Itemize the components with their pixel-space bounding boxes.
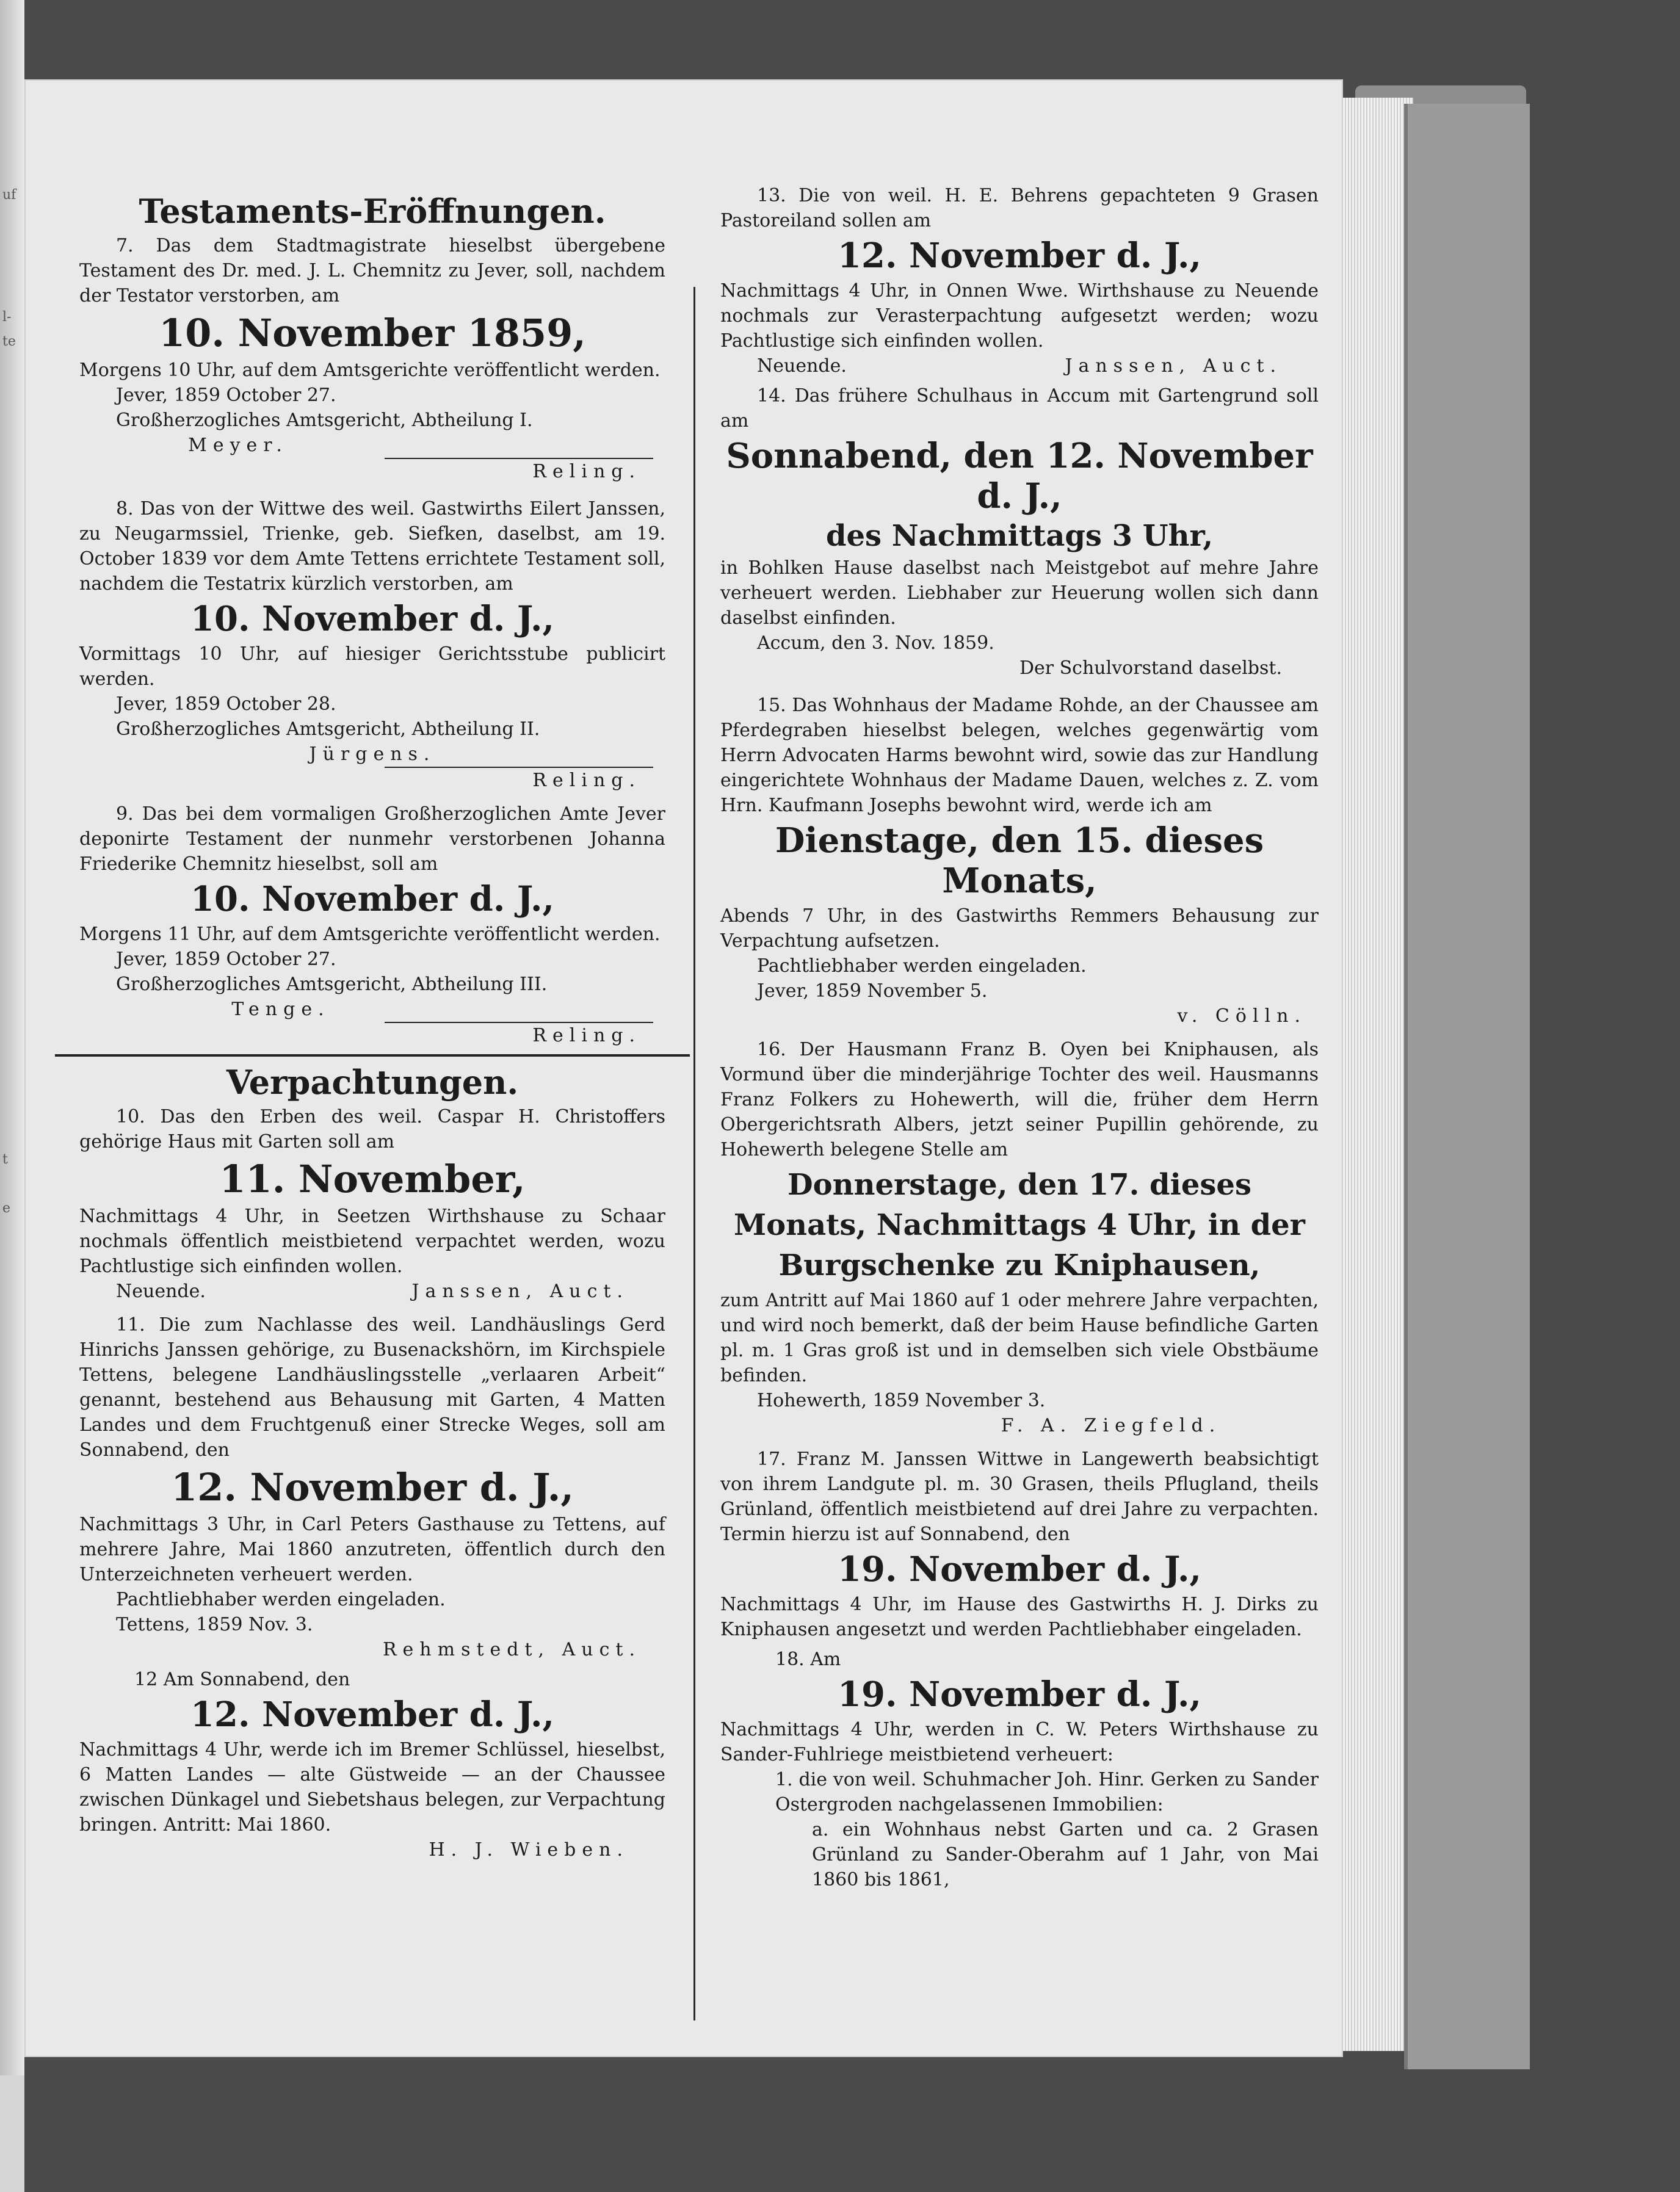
notice-10-loc: Neuende.: [116, 1281, 206, 1302]
notice-16-signer: F. A. Ziegfeld.: [1001, 1415, 1222, 1436]
notice-14-signer: Der Schulvorstand daselbst.: [1019, 657, 1282, 679]
notice-9-text: 9. Das bei dem vormaligen Großherzoglichen Amte Jever deponirte Testament der nunmehr verstorbenen Johanna Friederike Chemnitz hieselbst, soll am: [79, 803, 665, 875]
column-rule: [693, 287, 695, 2020]
notice-15-place: Jever, 1859 November 5.: [757, 980, 988, 1002]
notice-8-text: 8. Das von der Wittwe des weil. Gastwirths Eilert Janssen, zu Neugarmssiel, Trienke, geb. Siefken, daselbst, am 19. October 1839 vor dem Amte Tettens errichtete Testament soll, nachdem die Testatrix kürzlich verstorben, am: [79, 498, 665, 595]
notice-13-text: 13. Die von weil. H. E. Behrens gepachteten 9 Grasen Pastoreiland sollen am: [720, 185, 1319, 231]
notice-12-date: 12. November d. J.,: [190, 1695, 554, 1735]
notice-14-text: 14. Das frühere Schulhaus in Accum mit Gartengrund soll am: [720, 385, 1319, 432]
notice-8-clerk: Reling.: [532, 770, 641, 791]
section-divider: [55, 1054, 690, 1057]
notice-14-time: des Nachmittags 3 Uhr,: [825, 519, 1214, 553]
notice-18-text: 18. Am: [775, 1649, 841, 1670]
notice-9-place: Jever, 1859 October 27.: [116, 949, 336, 970]
notice-10-text: 10. Das den Erben des weil. Caspar H. Christoffers gehörige Haus mit Garten soll am: [79, 1106, 665, 1152]
notice-7-signer: Meyer.: [188, 435, 288, 456]
notice-18-item-1: 1. die von weil. Schuhmacher Joh. Hinr. Gerken zu Sander Ostergroden nachgelassenen Immobilien:: [775, 1769, 1319, 1815]
notice-10-signer: Janssen, Auct.: [411, 1281, 629, 1302]
fragment: t: [2, 1152, 8, 1167]
notice-16-date: Donnerstage, den 17. dieses Monats, Nachmittags 4 Uhr, in der Burgschenke zu Kniphausen,: [734, 1168, 1305, 1282]
page-edges: [1340, 98, 1413, 2051]
notice-12-body: Nachmittags 4 Uhr, werde ich im Bremer Schlüssel, hieselbst, 6 Matten Landes — alte Güstweide — an der Chaussee zwischen Dünkagel und Siebetshaus belegen, zur Verpachtung bringen. Antritt: Mai 1860.: [79, 1739, 665, 1836]
notice-18-body: Nachmittags 4 Uhr, werden in C. W. Peters Wirthshause zu Sander-Fuhlriege meistbietend verheuert:: [720, 1719, 1319, 1765]
notice-13-loc: Neuende.: [757, 355, 847, 377]
notice-11-signer: Rehmstedt, Auct.: [382, 1639, 641, 1660]
notice-17-body: Nachmittags 4 Uhr, im Hause des Gastwirths H. J. Dirks zu Kniphausen angesetzt und werden Pachtliebhaber eingeladen.: [720, 1594, 1319, 1640]
notice-15-date: Dienstage, den 15. dieses Monats,: [775, 820, 1264, 901]
notice-18-date: 19. November d. J.,: [838, 1674, 1201, 1715]
notice-13-footer: [720, 353, 1319, 378]
notice-7-date: 10. November 1859,: [159, 311, 586, 355]
notice-8-date: 10. November d. J.,: [190, 599, 554, 639]
notice-7-body: Morgens 10 Uhr, auf dem Amtsgerichte veröffentlicht werden.: [79, 360, 661, 381]
fragment: uf: [2, 187, 16, 203]
notice-7-court: Großherzogliches Amtsgericht, Abtheilung I.: [116, 410, 533, 431]
notice-9-court: Großherzogliches Amtsgericht, Abtheilung III.: [116, 974, 548, 995]
notice-18-item-1a: a. ein Wohnhaus nebst Garten und ca. 2 Grasen Grünland zu Sander-Oberahm auf 1 Jahr, von Mai 1860 bis 1861,: [812, 1819, 1319, 1890]
notice-11-text: 11. Die zum Nachlasse des weil. Landhäuslings Gerd Hinrichs Janssen gehörige, zu Busenackshörn, im Kirchspiele Tettens, belegene Landhäuslingsstelle „verlaaren Arbeit“ genannt, bestehend aus Behausung mit Garten, 4 Matten Landes und dem Fruchtgenuß einer Strecke Weges, soll am Sonnabend, den: [79, 1314, 665, 1461]
section-title-testaments: Testaments-Eröffnungen.: [139, 192, 606, 231]
notice-10-footer: [79, 1279, 665, 1304]
notice-12-signer: H. J. Wieben.: [429, 1839, 629, 1861]
notice-9-signer: Tenge.: [231, 999, 330, 1020]
notice-12-text: 12 Am Sonnabend, den: [134, 1669, 350, 1690]
notice-16-body: zum Antritt auf Mai 1860 auf 1 oder mehrere Jahre verpachten, und wird noch bemerkt, daß der beim Hause befindliche Garten pl. m. 1 Gras groß ist und in demselben sich viele Obstbäume befinden.: [720, 1290, 1319, 1386]
notice-7-clerk: Reling.: [532, 461, 641, 482]
book-cover: [1404, 104, 1530, 2069]
notice-15-invite: Pachtliebhaber werden eingeladen.: [757, 955, 1087, 977]
notice-16-place: Hohewerth, 1859 November 3.: [757, 1390, 1046, 1411]
notice-10-body: Nachmittags 4 Uhr, in Seetzen Wirthshause zu Schaar nochmals öffentlich meistbietend verpachtet werden, wozu Pachtlustige sich einfinden wollen.: [79, 1206, 665, 1277]
fragment: e: [2, 1201, 11, 1216]
notice-7-place: Jever, 1859 October 27.: [116, 385, 336, 406]
notice-15-text: 15. Das Wohnhaus der Madame Rohde, an der Chaussee am Pferdegraben hieselbst belegen, welches gegenwärtig vom Herrn Advocaten Harms bewohnt wird, sowie das zur Handlung eingerichtete Wohnhaus der Madame Dauen, welches z. Z. vom Hrn. Kaufmann Josephs bewohnt wird, werde ich am: [720, 695, 1319, 816]
notice-11-invite: Pachtliebhaber werden eingeladen.: [116, 1589, 446, 1610]
previous-page-fragments: [2, 183, 20, 1221]
notice-15-body: Abends 7 Uhr, in des Gastwirths Remmers Behausung zur Verpachtung aufsetzen.: [720, 905, 1319, 952]
notice-13-body: Nachmittags 4 Uhr, in Onnen Wwe. Wirthshause zu Neuende nochmals zur Verasterpachtung aufgesetzt werden; wozu Pachtlustige sich einfinden wollen.: [720, 280, 1319, 352]
notice-11-place: Tettens, 1859 Nov. 3.: [116, 1614, 313, 1635]
notice-8-court: Großherzogliches Amtsgericht, Abtheilung II.: [116, 718, 540, 740]
fragment: te: [2, 334, 16, 349]
section-title-verpachtungen: Verpachtungen.: [226, 1063, 519, 1102]
notice-14-date: Sonnabend, den 12. November d. J.,: [726, 436, 1313, 516]
notice-9-clerk: Reling.: [532, 1025, 641, 1046]
right-column: [720, 183, 1319, 1892]
left-column: [79, 189, 665, 1862]
notice-14-place: Accum, den 3. Nov. 1859.: [757, 632, 994, 654]
notice-7-text: 7. Das dem Stadtmagistrate hieselbst übergebene Testament des Dr. med. J. L. Chemnitz zu Jever, soll, nachdem der Testator verstorben, am: [79, 235, 665, 306]
notice-9-date: 10. November d. J.,: [190, 879, 554, 919]
notice-16-text: 16. Der Hausmann Franz B. Oyen bei Kniphausen, als Vormund über die minderjährige Tochter des weil. Hausmanns Franz Folkers zu Hohewerth, will die, früher dem Herrn Obergerichtsrath Albers, jetzt seiner Pupillin gehörende, zu Hohewerth belegene Stelle am: [720, 1039, 1319, 1160]
notice-13-signer: Janssen, Auct.: [1065, 355, 1282, 377]
notice-13-date: 12. November d. J.,: [838, 236, 1201, 276]
notice-17-date: 19. November d. J.,: [838, 1549, 1201, 1590]
notice-10-date: 11. November,: [219, 1157, 526, 1201]
notice-15-signer: v. Cölln.: [1177, 1005, 1306, 1027]
notice-8-place: Jever, 1859 October 28.: [116, 693, 336, 715]
fragment: l-: [2, 309, 12, 325]
notice-14-body: in Bohlken Hause daselbst nach Meistgebot auf mehre Jahre verheuert werden. Liebhaber zur Heuerung wollen sich dann daselbst einfinden.: [720, 557, 1319, 629]
notice-17-text: 17. Franz M. Janssen Wittwe in Langewerth beabsichtigt von ihrem Landgute pl. m. 30 Grasen, theils Pflugland, theils Grünland, öffentlich meistbietend auf drei Jahre zu verpachten. Termin hierzu ist auf Sonnabend, den: [720, 1449, 1319, 1545]
newspaper-page: [24, 79, 1343, 2057]
notice-9-body: Morgens 11 Uhr, auf dem Amtsgerichte veröffentlicht werden.: [79, 924, 661, 945]
notice-11-date: 12. November d. J.,: [171, 1465, 574, 1510]
notice-8-body: Vormittags 10 Uhr, auf hiesiger Gerichtsstube publicirt werden.: [79, 643, 665, 690]
notice-11-body: Nachmittags 3 Uhr, in Carl Peters Gasthause zu Tettens, auf mehrere Jahre, Mai 1860 anzutreten, öffentlich durch den Unterzeichneten verheuert werden.: [79, 1514, 665, 1585]
notice-8-signer: Jürgens.: [309, 743, 436, 765]
